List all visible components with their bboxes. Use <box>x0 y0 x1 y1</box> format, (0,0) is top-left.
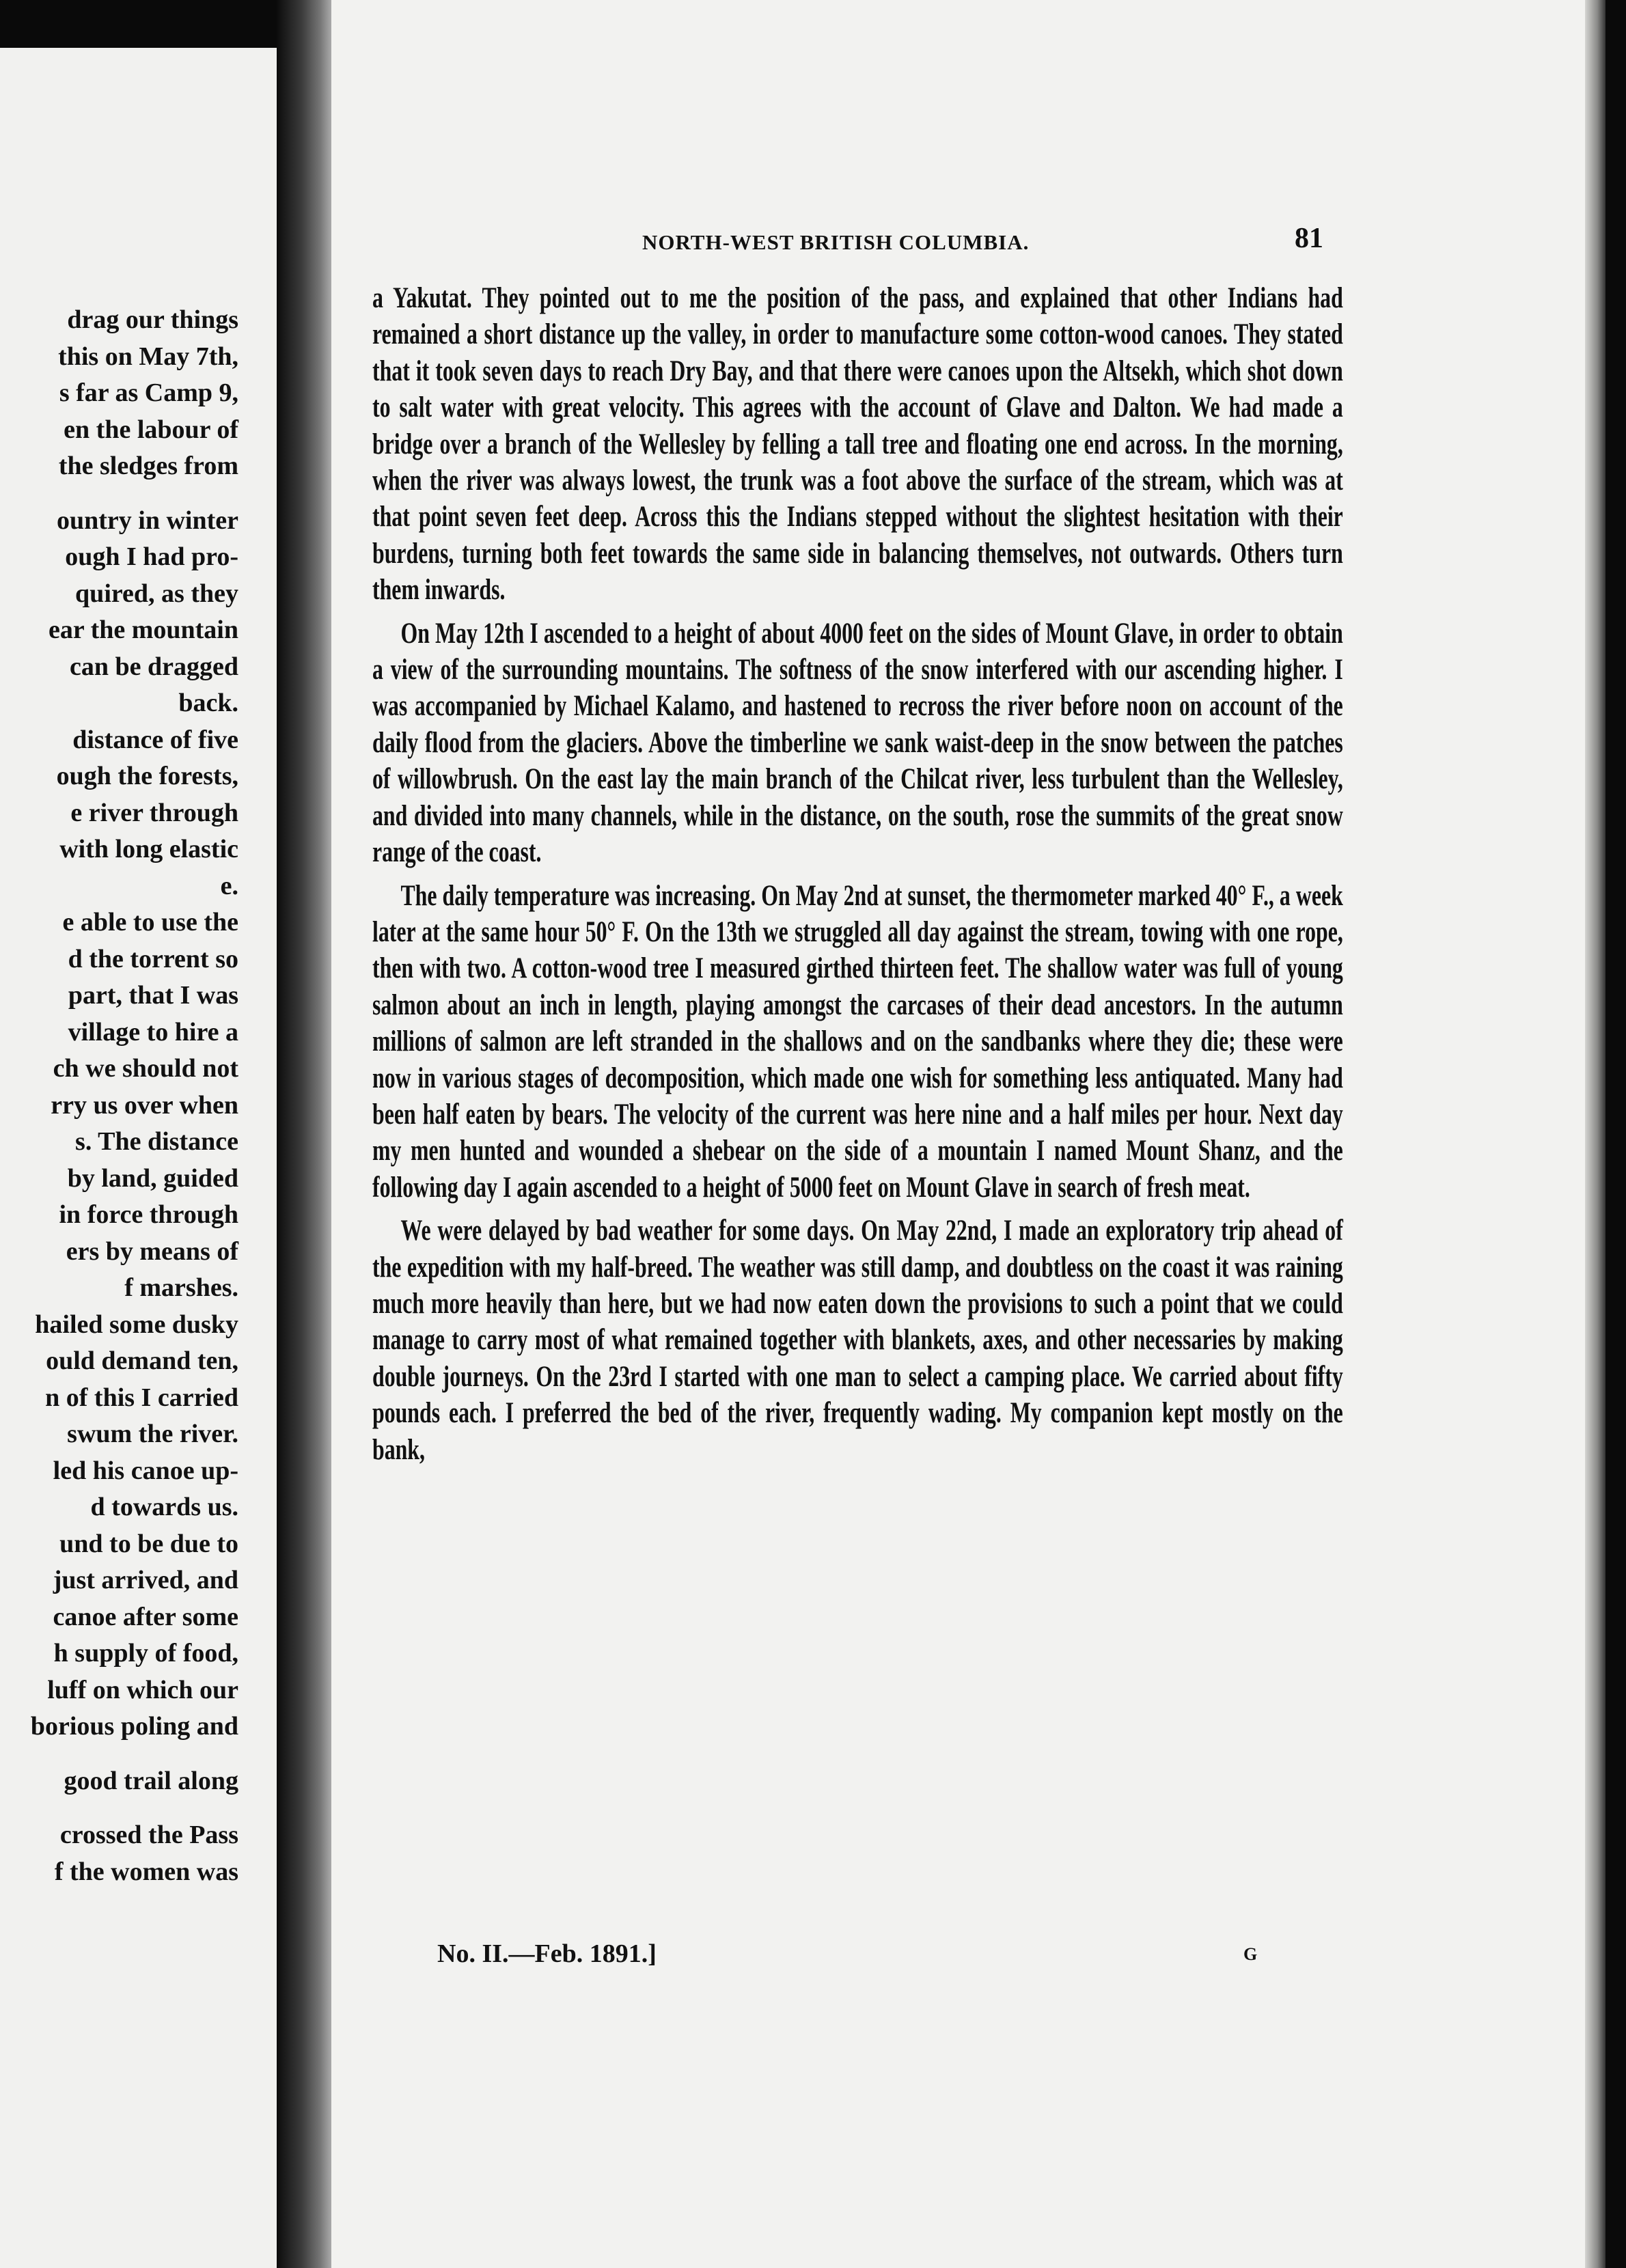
left-page-line: s. The distance <box>75 1127 238 1156</box>
left-page-line: ers by means of <box>66 1236 238 1266</box>
left-page-line: e river through <box>70 798 238 827</box>
left-page-line: e able to use the <box>62 908 238 937</box>
left-page-line: luff on which our <box>47 1675 238 1704</box>
left-page-line: s far as Camp 9, <box>59 378 238 407</box>
left-page-line: drag our things <box>67 305 238 334</box>
book-gutter <box>277 0 331 2268</box>
left-page-line: this on May 7th, <box>58 342 238 371</box>
right-page <box>331 0 1606 2268</box>
left-page-line: ould demand ten, <box>46 1346 238 1375</box>
left-page-line: ough I had pro- <box>65 542 238 571</box>
left-page-line: n of this I carried <box>45 1383 238 1412</box>
signature-mark: G <box>1243 1944 1258 1964</box>
left-page <box>0 48 277 2268</box>
left-page-line: h supply of food, <box>53 1639 238 1668</box>
left-page-line: ountry in winter <box>57 506 238 535</box>
left-page-line: ear the mountain <box>49 616 238 644</box>
left-page-line: back. <box>178 689 238 717</box>
left-page-line: e. <box>220 871 238 900</box>
page-number: 81 <box>1295 223 1323 254</box>
body-text <box>372 280 1343 1468</box>
page-footer <box>331 1939 1356 1980</box>
left-page-line: ough the forests, <box>56 762 238 790</box>
left-page-line: in force through <box>59 1200 238 1229</box>
left-page-line: d towards us. <box>90 1493 238 1521</box>
paragraph: We were delayed by bad weather for some days. On May 22nd, I made an exploratory trip ahead of the expedition with my half-breed. The weather was still damp, and doubtless on the coast it was raining much more heavily than here, but we had now eaten down the provisions to such a point that we could manage to carry most of what remained together with blankets, axes, and other necessaries by making double journeys. On the 23rd I started with one man to select a camping place. We carried about fifty pounds each. I preferred the bed of the river, frequently wading. My companion kept mostly on the bank, <box>372 1215 1343 1466</box>
issue-line: No. II.—Feb. 1891.] <box>437 1939 657 1968</box>
left-page-line: und to be due to <box>59 1529 238 1558</box>
left-page-line: quired, as they <box>75 579 238 608</box>
left-page-line <box>0 1745 277 1763</box>
page-edge <box>1585 0 1606 2268</box>
running-head: NORTH-WEST BRITISH COLUMBIA. <box>642 230 1030 254</box>
left-page-line: borious poling and <box>30 1712 238 1741</box>
left-page-line: led his canoe up- <box>53 1456 238 1485</box>
left-page-line: can be dragged <box>70 652 238 681</box>
paragraph: On May 12th I ascended to a height of about 4000 feet on the sides of Mount Glave, in order to obtain a view of the surrounding mountains. The softness of the snow interfered with our ascending higher. I was accompanied by Michael Kalamo, and hastened to recross the river before noon on account of the daily flood from the glaciers. Above the timberline we sank waist-deep in the snow between the patches of willowbrush. On the east lay the main branch of the Chilcat river, less turbulent than the Wellesley, and divided into many channels, while in the distance, on the south, rose the summits of the great snow range of the coast. <box>372 617 1343 869</box>
left-page-line: f marshes. <box>124 1273 238 1302</box>
page-header <box>331 222 1356 263</box>
left-page-line: village to hire a <box>68 1017 238 1047</box>
paragraph: The daily temperature was increasing. On May 2nd at sunset, the thermometer marked 40° F., a week later at the same hour 50° F. On the 13th we struggled all day against the stream, towing with one rope, then with two. A cotton-wood tree I measured girthed thirteen feet. The shallow water was full of young salmon about an inch in length, playing amongst the carcases of their dead ancestors. In the autumn millions of salmon are left stranded in the shallows and on the sandbanks where they die; these were now in various stages of decomposition, which made one wish for something less antiquated. Many had been half eaten by bears. The velocity of the current was here nine and a half miles per hour. Next day my men hunted and wounded a shebear on the side of a mountain I named Mount Shanz, and the following day I again ascended to a height of 5000 feet on Mount Glave in search of fresh meat. <box>372 879 1343 1204</box>
left-page-line: part, that I was <box>68 981 238 1010</box>
left-page-line: by land, guided <box>67 1163 238 1193</box>
left-page-text <box>0 302 277 1890</box>
left-page-line: ch we should not <box>53 1054 238 1083</box>
left-page-line: en the labour of <box>64 415 238 444</box>
paragraph: a Yakutat. They pointed out to me the position of the pass, and explained that other Indians had remained a short distance up the valley, in order to manufacture some cotton-wood canoes. They stated that it took seven days to reach Dry Bay, and that there were canoes upon the Altsekh, which shot down to salt water with great velocity. This agrees with the account of Glave and Dalton. We had made a bridge over a branch of the Wellesley by felling a tall tree and floating one end across. In the morning, when the river was always lowest, the trunk was a foot above the surface of the stream, which was at that point seven feet deep. Across this the Indians stepped without the slightest hesitation with their burdens, turning both feet towards the same side in balancing themselves, not outwards. Others turn them inwards. <box>372 282 1343 607</box>
left-page-line: swum the river. <box>67 1420 238 1448</box>
left-page-line: canoe after some <box>53 1602 238 1631</box>
left-page-line: with long elastic <box>59 835 238 863</box>
left-page-line: the sledges from <box>58 452 238 480</box>
left-page-line: d the torrent so <box>68 944 238 973</box>
left-page-line <box>0 1799 277 1817</box>
left-page-line: just arrived, and <box>53 1566 238 1594</box>
left-page-line: hailed some dusky <box>35 1310 238 1339</box>
left-page-line: rry us over when <box>51 1090 238 1120</box>
left-page-line: distance of five <box>72 725 238 754</box>
left-page-line: f the women was <box>54 1857 238 1886</box>
left-page-line: good trail along <box>64 1766 238 1795</box>
left-page-line <box>0 485 277 503</box>
left-page-line: crossed the Pass <box>59 1821 238 1849</box>
